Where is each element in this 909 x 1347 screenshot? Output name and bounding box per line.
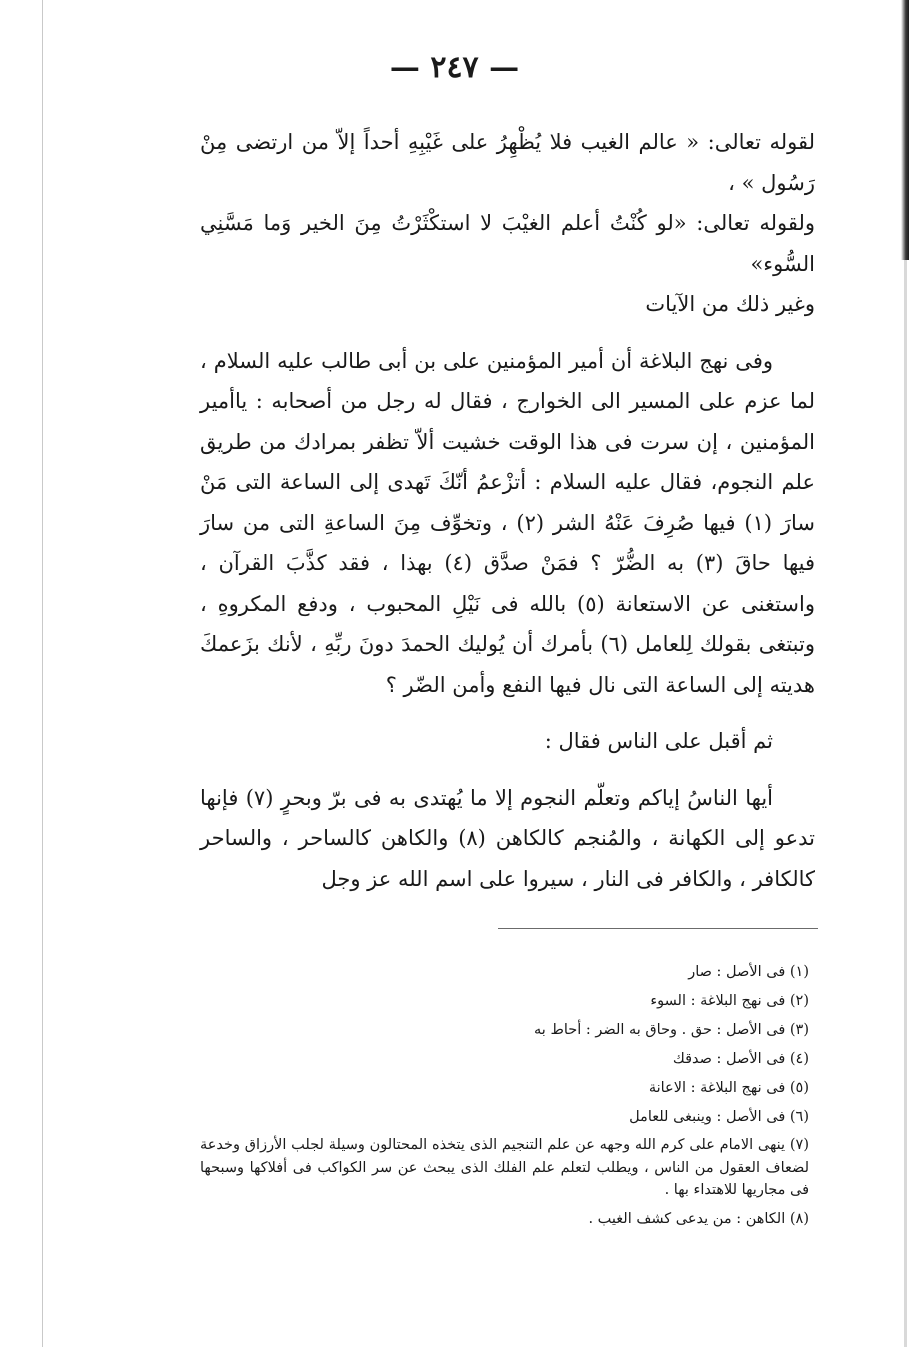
- footnote-6: (٦) فى الأصل : وينبغى للعامل: [629, 1109, 809, 1125]
- page-fold-line: [42, 0, 43, 1347]
- footnote-8: (٨) الكاهن : من يدعى كشف الغيب .: [588, 1210, 809, 1227]
- footnotes: [200, 960, 815, 1236]
- footnote-4: (٤) فى الأصل : صدقك: [672, 1051, 809, 1067]
- page-binding-edge: [901, 0, 909, 260]
- verse-line-2: ولقوله تعالى: «لو كُنْتُ أعلم الغيْبَ لا استكْثَرْتُ مِنَ الخير وَما مَسَّنِي السُّوء»: [200, 211, 815, 276]
- footnote-1: (١) فى الأصل : صار: [688, 964, 809, 980]
- footnote-2: (٢) فى نهج البلاغة : السوء: [650, 993, 809, 1009]
- verse-line-3: وغير ذلك من الآيات: [645, 292, 815, 316]
- footnote-7: (٧) ينهى الامام على كرم الله وجهه عن علم التنجيم الذى يتخذه المحتالون وسيلة لجلب الأرزاق وخدعة لضعاف العقول من الناس ، ويطلب لتعلم علم الفلك الذى يبحث عن سر الكواكب فى أفلاكها وسبحها فى مجاريها للاهتداء بها .: [200, 1137, 809, 1198]
- footnote-3: (٣) فى الأصل : حق . وحاق به الضر : أحاط به: [534, 1022, 809, 1038]
- address-paragraph: أيها الناسُ إياكم وتعلّم النجوم إلا ما يُهتدى به فى برّ وبحرٍ (٧) فإنها تدعو إلى الكهانة ، والمُنجم كالكاهن (٨) والكاهن كالساحر ، والساحر كالكافر ، والكافر فى النار ، سيروا على اسم الله عز وجل: [200, 785, 815, 891]
- page-edge-shadow: [904, 260, 907, 1347]
- verse-line-1: لقوله تعالى: « عالم الغيب فلا يُظْهِرُ على غَيْبِهِ أحداً إلاّ من ارتضى مِنْ رَسُول » ،: [200, 130, 815, 195]
- main-text-body: [200, 122, 815, 899]
- footnote-separator: [498, 928, 818, 929]
- turned-paragraph: ثم أقبل على الناس فقال :: [544, 729, 773, 753]
- footnote-5: (٥) فى نهج البلاغة : الاعانة: [648, 1080, 809, 1096]
- nahj-paragraph: وفى نهج البلاغة أن أمير المؤمنين على بن أبى طالب عليه السلام ، لما عزم على المسير الى الخوارج ، فقال له رجل من أصحابه : ياأمير المؤمنين ، إن سرت فى هذا الوقت خشيت ألاّ تظفر بمرادك من طريق علم النجوم، فقال عليه السلام : أتزْعمُ أنّكَ تَهدى إلى الساعة التى مَنْ سارَ (١) فيها صُرِفَ عَنْهُ الشر (٢) ، وتخوِّف مِنَ الساعةِ التى من سارَ فيها حاقَ (٣) به الضُّرّ ؟ فمَنْ صدَّق (٤) بهذا ، فقد كذَّبَ القرآن ، واستغنى عن الاستعانة (٥) بالله فى نَيْلِ المحبوب ، ودفع المكروهِ ، وتبتغى بقولك لِلعامل (٦) بأمرك أن يُوليك الحمدَ دونَ ربِّهِ ، لأنك بزَعمكَ هديته إلى الساعة التى نال فيها النفع وأمن الضّر ؟: [200, 348, 816, 697]
- page-number: — ٢٤٧ —: [389, 50, 520, 85]
